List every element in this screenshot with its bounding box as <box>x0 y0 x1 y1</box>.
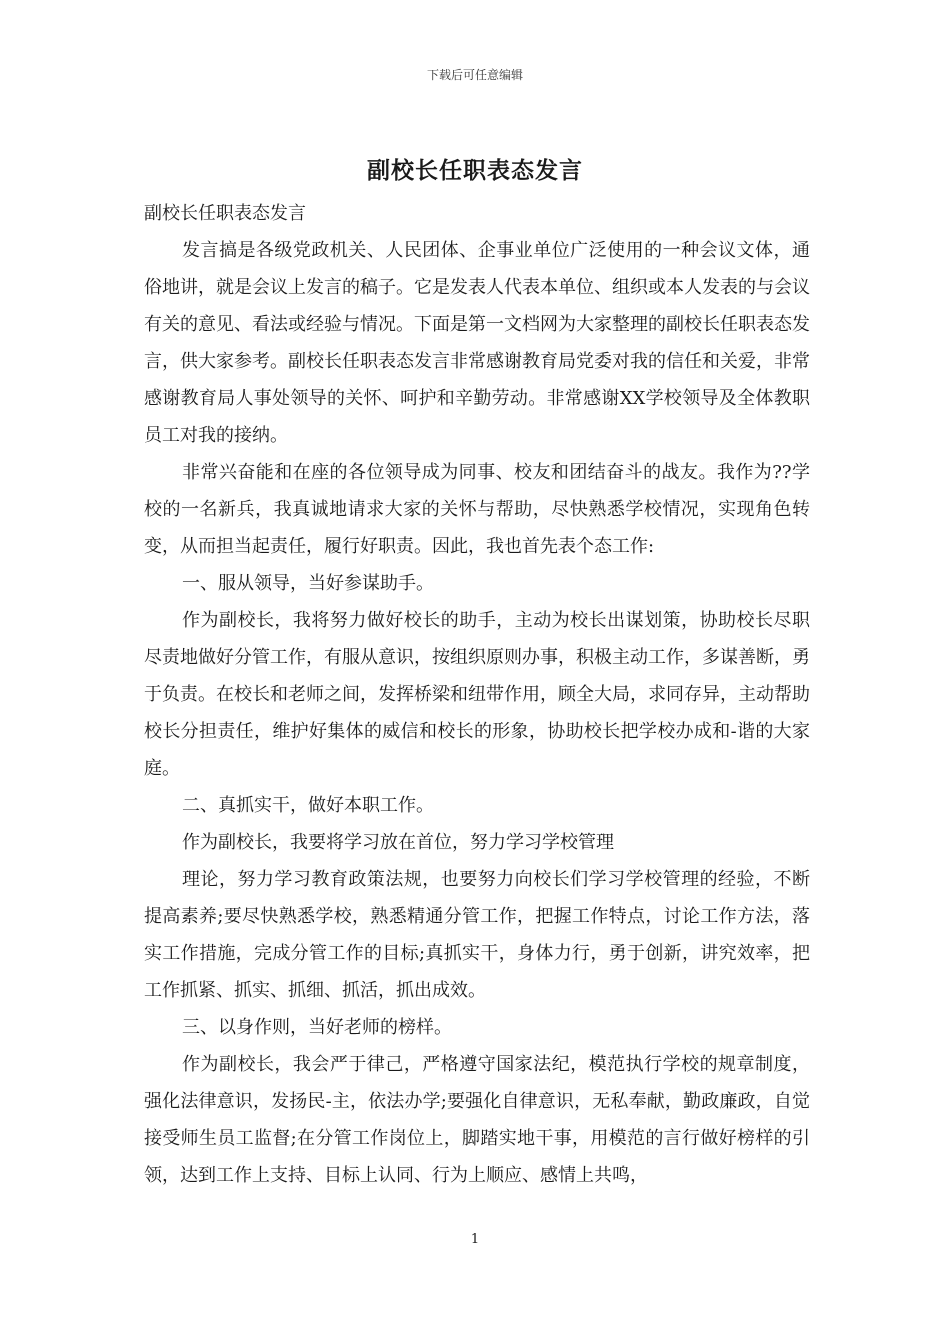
document-title: 副校长任职表态发言 <box>367 157 583 184</box>
body-paragraph: 作为副校长，我要将学习放在首位，努力学习学校管理 <box>182 832 614 853</box>
section-heading: 一、服从领导，当好参谋助手。 <box>182 573 434 594</box>
subtitle-paragraph: 副校长任职表态发言 <box>144 203 306 224</box>
body-paragraph: 理论，努力学习教育政策法规，也要努力向校长们学习学校管理的经验，不断提高素养;要尽快熟悉学校，熟悉精通分管工作，把握工作特点，讨论工作方法，落实工作措施，完成分管工作的目标;真抓实干，身体力行，勇于创新，讲究效率，把工作抓紧、抓实、抓细、抓活，抓出成效。 <box>144 869 810 1001</box>
page-number: 1 <box>470 1232 480 1247</box>
body-paragraph: 作为副校长，我将努力做好校长的助手，主动为校长出谋划策，协助校长尽职尽责地做好分管工作，有服从意识，按组织原则办事，积极主动工作，多谋善断，勇于负责。在校长和老师之间，发挥桥梁和纽带作用，顾全大局，求同存异，主动帮助校长分担责任，维护好集体的威信和校长的形象，协助校长把学校办成和-谐的大家庭。 <box>144 610 810 779</box>
section-heading: 二、真抓实干，做好本职工作。 <box>182 795 434 816</box>
section-heading: 三、以身作则，当好老师的榜样。 <box>182 1017 452 1038</box>
body-paragraph: 非常兴奋能和在座的各位领导成为同事、校友和团结奋斗的战友。我作为??学校的一名新兵，我真诚地请求大家的关怀与帮助，尽快熟悉学校情况，实现角色转变，从而担当起责任，履行好职责。因此，我也首先表个态工作: <box>144 462 810 557</box>
body-paragraph: 发言搞是各级党政机关、人民团体、企事业单位广泛使用的一种会议文体，通俗地讲，就是会议上发言的稿子。它是发表人代表本单位、组织或本人发表的与会议有关的意见、看法或经验与情况。下面是第一文档网为大家整理的副校长任职表态发言，供大家参考。副校长任职表态发言非常感谢教育局党委对我的信任和关爱，非常感谢教育局人事处领导的关怀、呵护和辛勤劳动。非常感谢XX学校领导及全体教职员工对我的接纳。 <box>144 240 810 446</box>
page-header: 下载后可任意编辑 <box>426 68 523 82</box>
document-body <box>144 195 810 1194</box>
body-paragraph: 作为副校长，我会严于律己，严格遵守国家法纪，模范执行学校的规章制度，强化法律意识，发扬民-主，依法办学;要强化自律意识，无私奉献，勤政廉政，自觉接受师生员工监督;在分管工作岗位上，脚踏实地干事，用模范的言行做好榜样的引领，达到工作上支持、目标上认同、行为上顺应、感情上共鸣， <box>144 1054 810 1186</box>
